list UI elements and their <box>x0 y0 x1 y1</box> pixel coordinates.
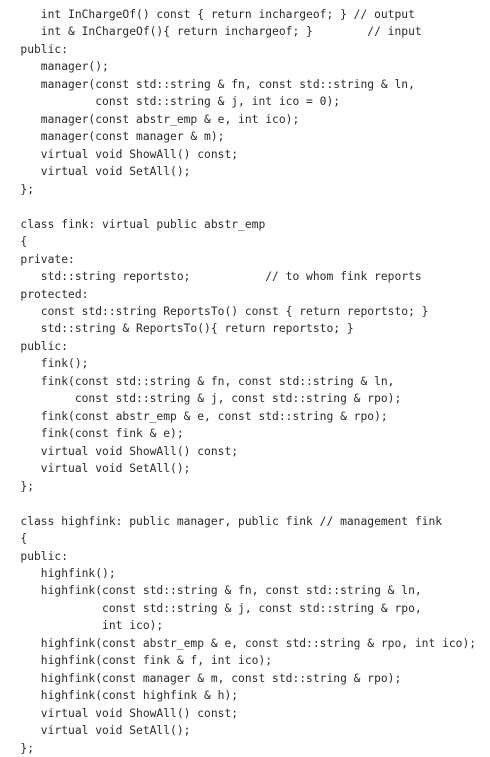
code-line: highfink(const fink & f, int ico); <box>0 654 273 668</box>
code-line: private: <box>0 252 75 266</box>
code-line: highfink(const std::string & fn, const std::string & ln, <box>0 584 422 598</box>
code-line: manager(const std::string & fn, const std::string & ln, <box>0 77 415 91</box>
code-line: virtual void SetAll(); <box>0 724 191 738</box>
code-line: std::string & ReportsTo(){ return reportsto; } <box>0 322 354 336</box>
code-line: std::string reportsto; // to whom fink reports <box>0 270 422 284</box>
blank-line <box>0 495 490 512</box>
code-line: public: <box>0 549 69 563</box>
code-line: const std::string ReportsTo() const { return reportsto; } <box>0 304 429 318</box>
blank-line <box>0 198 490 215</box>
code-line: }; <box>0 479 35 493</box>
code-line: highfink(); <box>0 567 116 580</box>
code-line: fink(const std::string & fn, const std::string & ln, <box>0 374 395 388</box>
code-line: { <box>0 235 28 249</box>
code-line: fink(const abstr_emp & e, const std::string & rpo); <box>0 409 388 423</box>
code-line: highfink(const manager & m, const std::string & rpo); <box>0 671 402 685</box>
code-listing <box>0 6 490 757</box>
code-line: virtual void ShowAll() const; <box>0 444 239 458</box>
code-line: highfink(const abstr_emp & e, const std::string & rpo, int ico); <box>0 636 477 650</box>
code-line: int ico); <box>0 619 164 633</box>
code-line: fink(const fink & e); <box>0 427 184 441</box>
code-line: }; <box>0 741 35 755</box>
code-line: { <box>0 532 28 546</box>
code-line: fink(); <box>0 357 89 371</box>
code-line: const std::string & j, int ico = 0); <box>0 95 341 109</box>
code-line: const std::string & j, const std::string & rpo, <box>0 601 422 615</box>
code-line: virtual void ShowAll() const; <box>0 706 239 720</box>
code-line: virtual void ShowAll() const; <box>0 147 239 161</box>
code-line: manager(); <box>0 60 109 74</box>
code-line: highfink(const highfink & h); <box>0 689 239 703</box>
code-line: public: <box>0 339 69 353</box>
code-line: }; <box>0 182 35 196</box>
code-line: class highfink: public manager, public fink // management fink <box>0 514 443 528</box>
code-line: int InChargeOf() const { return inchargeof; } // output <box>0 8 415 21</box>
code-line: virtual void SetAll(); <box>0 165 191 179</box>
code-line: class fink: virtual public abstr_emp <box>0 217 266 231</box>
code-line: public: <box>0 42 69 56</box>
code-line: protected: <box>0 287 89 301</box>
code-line: manager(const abstr_emp & e, int ico); <box>0 112 300 126</box>
code-line: int & InChargeOf(){ return inchargeof; } // input <box>0 25 422 39</box>
code-line: manager(const manager & m); <box>0 130 225 144</box>
code-line: const std::string & j, const std::string & rpo); <box>0 392 402 406</box>
code-line: virtual void SetAll(); <box>0 462 191 476</box>
